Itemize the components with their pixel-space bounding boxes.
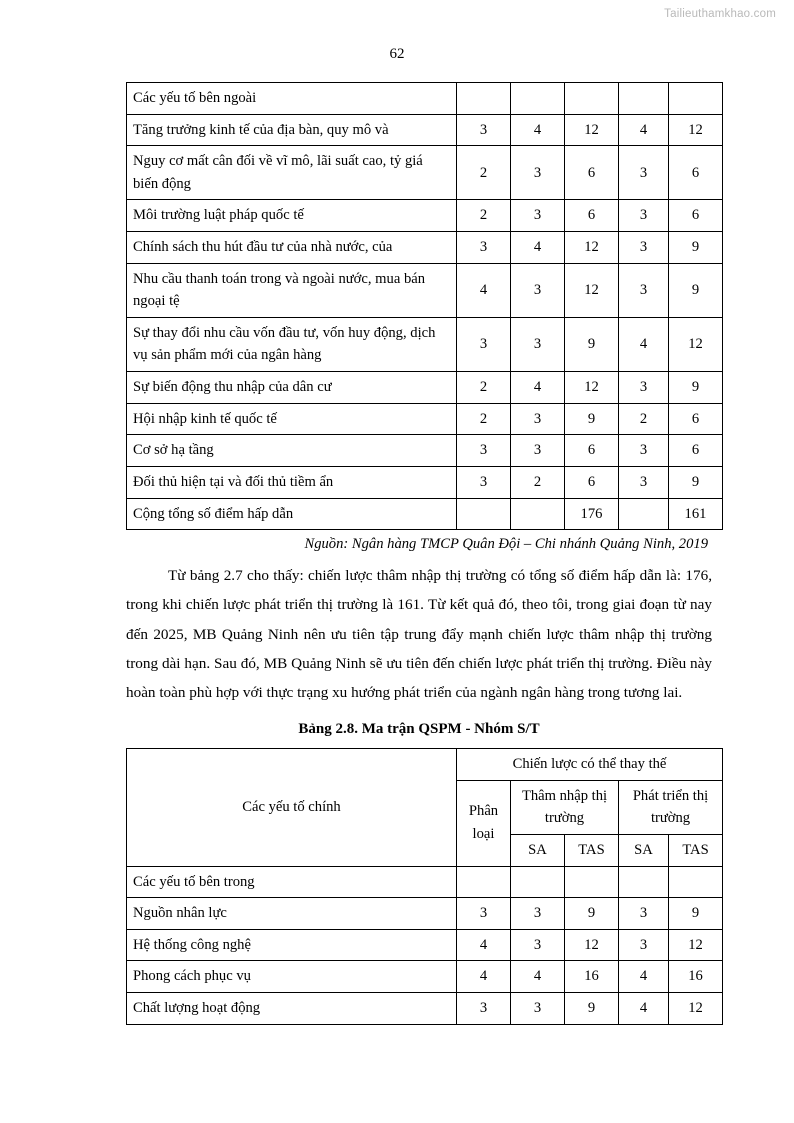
row-cell: 3 <box>619 372 669 404</box>
row-cell: 4 <box>511 961 565 993</box>
row-cell: 176 <box>565 498 619 530</box>
row-cell <box>619 498 669 530</box>
page-content <box>126 82 712 1025</box>
row-cell <box>457 498 511 530</box>
row-cell: 3 <box>511 403 565 435</box>
table-row <box>127 403 723 435</box>
row-cell: 6 <box>565 146 619 200</box>
table-row <box>127 114 723 146</box>
header-classification: Phân loại <box>457 780 511 866</box>
row-cell <box>511 866 565 898</box>
row-label: Phong cách phục vụ <box>127 961 457 993</box>
row-cell: 12 <box>565 929 619 961</box>
row-cell: 3 <box>619 146 669 200</box>
row-cell: 6 <box>669 403 723 435</box>
table-row <box>127 961 723 993</box>
row-cell: 3 <box>511 898 565 930</box>
row-cell: 6 <box>565 435 619 467</box>
row-cell: 12 <box>565 263 619 317</box>
row-cell: 9 <box>565 992 619 1024</box>
row-cell: 2 <box>457 403 511 435</box>
table-row <box>127 146 723 200</box>
row-cell: 2 <box>619 403 669 435</box>
table-row <box>127 317 723 371</box>
header-tas-2: TAS <box>669 834 723 866</box>
row-cell: 3 <box>619 232 669 264</box>
row-label: Sự biến động thu nhập của dân cư <box>127 372 457 404</box>
table-row <box>127 866 723 898</box>
row-cell: 3 <box>511 317 565 371</box>
row-cell: 3 <box>511 929 565 961</box>
row-label: Cơ sở hạ tầng <box>127 435 457 467</box>
row-cell <box>565 83 619 115</box>
row-cell: 9 <box>669 232 723 264</box>
row-label: Môi trường luật pháp quốc tế <box>127 200 457 232</box>
row-cell: 161 <box>669 498 723 530</box>
row-cell: 4 <box>457 961 511 993</box>
row-label: Hội nhập kinh tế quốc tế <box>127 403 457 435</box>
page-number: 62 <box>389 46 405 62</box>
qspm-st-table <box>126 748 723 1024</box>
row-label: Tăng trưởng kinh tế của địa bàn, quy mô và <box>127 114 457 146</box>
table-row <box>127 232 723 264</box>
table-row <box>127 435 723 467</box>
row-cell: 3 <box>511 146 565 200</box>
row-cell: 3 <box>619 435 669 467</box>
row-cell <box>669 866 723 898</box>
row-cell: 6 <box>565 200 619 232</box>
row-cell: 9 <box>669 898 723 930</box>
row-cell: 12 <box>565 114 619 146</box>
row-cell: 4 <box>457 263 511 317</box>
row-cell: 2 <box>511 466 565 498</box>
row-label: Đối thủ hiện tại và đối thủ tiềm ẩn <box>127 466 457 498</box>
row-cell <box>619 866 669 898</box>
header-strategy-1: Thâm nhập thị trường <box>511 780 619 834</box>
row-cell: 6 <box>669 146 723 200</box>
row-label: Nhu cầu thanh toán trong và ngoài nước, mua bán ngoại tệ <box>127 263 457 317</box>
table-row <box>127 929 723 961</box>
row-cell: 4 <box>619 317 669 371</box>
row-cell: 9 <box>669 466 723 498</box>
table-header-row <box>127 749 723 781</box>
row-cell: 3 <box>619 898 669 930</box>
row-cell: 4 <box>511 372 565 404</box>
qspm-st-table-wrapper <box>126 748 712 1024</box>
table-caption: Bảng 2.8. Ma trận QSPM - Nhóm S/T <box>298 721 540 738</box>
row-cell: 2 <box>457 372 511 404</box>
row-cell: 12 <box>669 992 723 1024</box>
row-cell <box>511 83 565 115</box>
row-cell: 12 <box>669 114 723 146</box>
row-cell: 4 <box>511 232 565 264</box>
row-cell: 6 <box>565 466 619 498</box>
row-cell <box>619 83 669 115</box>
row-cell: 16 <box>565 961 619 993</box>
table-source-note: Nguồn: Ngân hàng TMCP Quân Đội – Chi nhánh Quảng Ninh, 2019 <box>304 536 708 553</box>
table-row <box>127 466 723 498</box>
row-cell: 3 <box>457 992 511 1024</box>
header-tas-1: TAS <box>565 834 619 866</box>
row-cell <box>565 866 619 898</box>
row-cell: 3 <box>511 263 565 317</box>
table-row <box>127 372 723 404</box>
row-cell: 3 <box>457 466 511 498</box>
row-label: Nguy cơ mất cân đối về vĩ mô, lãi suất cao, tỷ giá biến động <box>127 146 457 200</box>
row-label: Chính sách thu hút đầu tư của nhà nước, của <box>127 232 457 264</box>
row-cell: 4 <box>511 114 565 146</box>
row-cell: 2 <box>457 146 511 200</box>
table-total-row <box>127 498 723 530</box>
row-cell <box>457 866 511 898</box>
row-cell: 6 <box>669 435 723 467</box>
row-cell <box>669 83 723 115</box>
row-cell: 3 <box>619 200 669 232</box>
row-cell: 3 <box>457 114 511 146</box>
row-label: Các yếu tố bên trong <box>127 866 457 898</box>
header-sa-2: SA <box>619 834 669 866</box>
row-label: Nguồn nhân lực <box>127 898 457 930</box>
row-cell: 4 <box>619 961 669 993</box>
row-label: Các yếu tố bên ngoài <box>127 83 457 115</box>
row-cell: 12 <box>669 317 723 371</box>
row-cell: 3 <box>511 992 565 1024</box>
row-cell: 12 <box>565 232 619 264</box>
row-cell: 6 <box>669 200 723 232</box>
row-cell: 3 <box>457 898 511 930</box>
row-cell: 9 <box>565 317 619 371</box>
row-label: Sự thay đổi nhu cầu vốn đầu tư, vốn huy động, dịch vụ sản phẩm mới của ngân hàng <box>127 317 457 371</box>
row-cell: 12 <box>565 372 619 404</box>
table-row <box>127 992 723 1024</box>
row-cell: 12 <box>669 929 723 961</box>
row-label: Chất lượng hoạt động <box>127 992 457 1024</box>
row-cell: 3 <box>619 263 669 317</box>
row-cell: 9 <box>669 263 723 317</box>
table-row <box>127 263 723 317</box>
header-sa-1: SA <box>511 834 565 866</box>
row-cell: 3 <box>457 435 511 467</box>
row-cell <box>457 83 511 115</box>
header-strategy-2: Phát triển thị trường <box>619 780 723 834</box>
row-cell: 9 <box>669 372 723 404</box>
table-row <box>127 200 723 232</box>
table-row <box>127 83 723 115</box>
header-factors: Các yếu tố chính <box>127 749 457 866</box>
row-cell: 3 <box>511 435 565 467</box>
row-cell <box>511 498 565 530</box>
row-label: Hệ thống công nghệ <box>127 929 457 961</box>
row-cell: 4 <box>457 929 511 961</box>
row-cell: 3 <box>619 466 669 498</box>
row-cell: 3 <box>457 317 511 371</box>
watermark-text: Tailieuthamkhao.com <box>664 8 776 20</box>
body-paragraph: Từ bảng 2.7 cho thấy: chiến lược thâm nhập thị trường có tổng số điểm hấp dẫn là: 176, trong khi chiến lược phát triển thị trường là 161. Từ kết quả đó, theo tôi, trong giai đoạn từ nay đến 2025, MB Quảng Ninh nên ưu tiên tập trung đẩy mạnh chiến lược thâm nhập thị trường trong dài hạn. Sau đó, MB Quảng Ninh sẽ ưu tiên đến chiến lược phát triển thị trường. Điều này hoàn toàn phù hợp với thực trạng xu hướng phát triển của ngành ngân hàng trong tương lai. <box>126 567 712 701</box>
row-label: Cộng tổng số điểm hấp dẫn <box>127 498 457 530</box>
header-group-title: Chiến lược có thể thay thế <box>457 749 723 781</box>
row-cell: 9 <box>565 898 619 930</box>
row-cell: 4 <box>619 992 669 1024</box>
row-cell: 4 <box>619 114 669 146</box>
row-cell: 3 <box>619 929 669 961</box>
row-cell: 3 <box>511 200 565 232</box>
table-row <box>127 898 723 930</box>
row-cell: 16 <box>669 961 723 993</box>
row-cell: 3 <box>457 232 511 264</box>
qspm-table-continued <box>126 82 723 530</box>
row-cell: 2 <box>457 200 511 232</box>
row-cell: 9 <box>565 403 619 435</box>
